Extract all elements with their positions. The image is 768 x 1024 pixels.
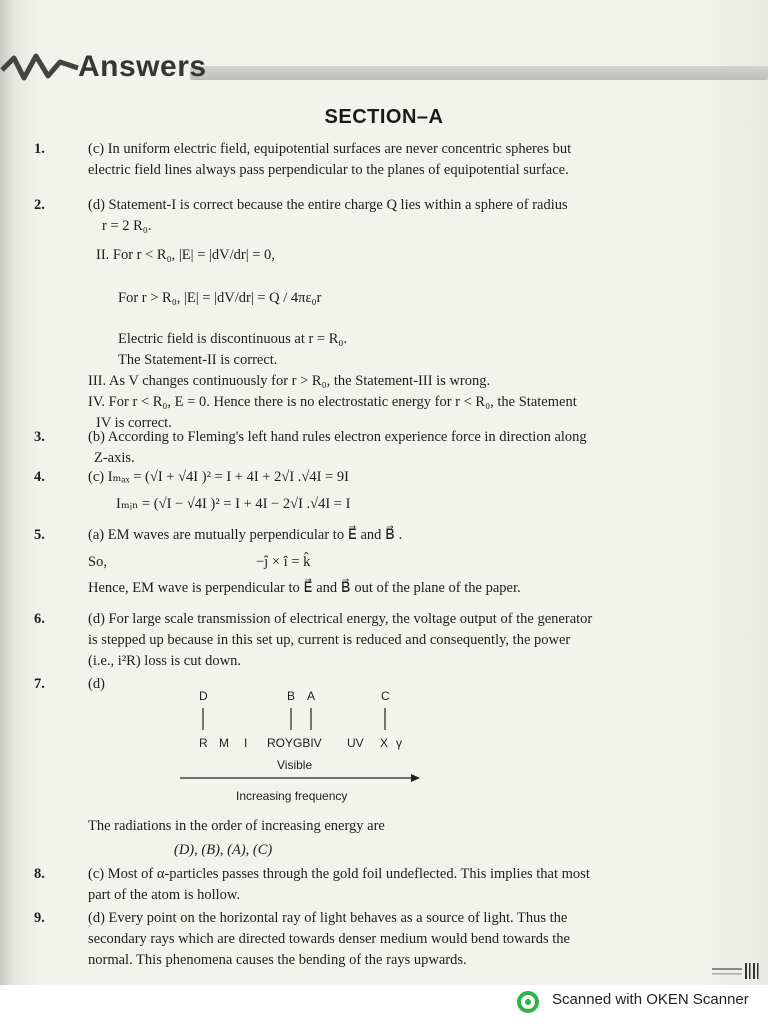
vector-equation-row xyxy=(88,546,738,576)
answer-text xyxy=(88,195,738,434)
answer-text xyxy=(88,609,738,672)
question-number: 6. xyxy=(34,611,45,627)
question-number: 5. xyxy=(34,527,45,543)
section-title: SECTION–A xyxy=(324,106,444,128)
answer-line: normal. This phenomena causes the bending of the rays upwards. xyxy=(88,952,467,968)
answer-line: IV is correct. xyxy=(96,415,172,431)
answer-line: Z-axis. xyxy=(94,450,135,466)
formula-line: For r > R₀, |E| = |dV/dr| = Q / 4πε₀r xyxy=(118,290,322,306)
formula-line: (c) Iₘₐₓ = (√I + √4I )² = I + 4I + 2√I .√4I = 9I xyxy=(88,469,349,485)
oken-scanner-logo-icon xyxy=(516,990,540,1014)
equation-prefix: So, xyxy=(88,554,107,570)
answer-text xyxy=(88,864,738,906)
answer-line: (b) According to Fleming's left hand rules electron experience force in direction along xyxy=(88,429,587,445)
question-number: 9. xyxy=(34,910,45,926)
band-microwave: M xyxy=(219,736,229,750)
spectrum-label-b: B xyxy=(287,689,296,703)
answer-text xyxy=(88,525,738,599)
band-gamma: γ xyxy=(396,736,402,750)
question-number: 1. xyxy=(34,141,45,157)
band-xray: X xyxy=(380,736,389,750)
question-number: 3. xyxy=(34,429,45,445)
answer-line: (d) Statement-I is correct because the entire charge Q lies within a sphere of radius xyxy=(88,197,568,213)
band-visible-colors: ROYGBIV xyxy=(267,736,322,750)
answer-line: (d) For large scale transmission of electrical energy, the voltage output of the generator xyxy=(88,611,593,627)
answer-line: The Statement-II is correct. xyxy=(118,352,278,368)
vector-equation: −ĵ × î = k̂ xyxy=(256,554,311,570)
answer-text xyxy=(88,427,738,469)
answer-text xyxy=(88,816,738,861)
answer-text xyxy=(88,139,738,181)
question-number: 8. xyxy=(34,866,45,882)
answer-option: (d) xyxy=(88,676,105,692)
answer-line: electric field lines always pass perpendicular to the planes of equipotential surface. xyxy=(88,162,569,178)
question-number: 2. xyxy=(34,197,45,213)
band-uv: UV xyxy=(347,736,364,750)
scanner-watermark-text: Scanned with OKEN Scanner xyxy=(552,991,749,1008)
answer-order: (D), (B), (A), (C) xyxy=(174,842,273,858)
band-infrared: I xyxy=(244,736,248,750)
question-number: 7. xyxy=(34,676,45,692)
barcode-stamp-icon xyxy=(712,962,760,980)
answer-line: Electric field is discontinuous at r = R₀. xyxy=(118,331,348,347)
frequency-label: Increasing frequency xyxy=(236,789,348,803)
answer-line: (c) Most of α-particles passes through the gold foil undeflected. This implies that most xyxy=(88,866,590,882)
zigzag-logo-icon xyxy=(0,48,80,88)
answer-line: r = 2 R₀. xyxy=(102,218,152,234)
arrow-head-icon xyxy=(411,774,420,782)
page-title: Answers xyxy=(78,50,207,83)
answer-text xyxy=(88,908,738,971)
formula-line: Iₘᵢₙ = (√I − √4I )² = I + 4I − 2√I .√4I = I xyxy=(116,496,351,512)
spectrum-label-c: C xyxy=(381,689,390,703)
answer-line: (a) EM waves are mutually perpendicular to E⃗ and B⃗ . xyxy=(88,527,403,543)
answer-line: (d) Every point on the horizontal ray of light behaves as a source of light. Thus the xyxy=(88,910,568,926)
visible-label: Visible xyxy=(277,758,313,772)
question-number: 4. xyxy=(34,469,45,485)
answer-text xyxy=(88,467,738,515)
answer-line: III. As V changes continuously for r > R₀, the Statement-III is wrong. xyxy=(88,373,491,389)
em-spectrum-diagram xyxy=(170,684,430,810)
answer-line: Hence, EM wave is perpendicular to E⃗ and B⃗ out of the plane of the paper. xyxy=(88,580,521,596)
spectrum-label-a: A xyxy=(307,689,316,703)
formula-line: II. For r < R₀, |E| = |dV/dr| = 0, xyxy=(96,247,275,263)
answer-line: secondary rays which are directed towards denser medium would bend towards the xyxy=(88,931,570,947)
answer-line: is stepped up because in this set up, current is reduced and consequently, the power xyxy=(88,632,571,648)
header-rule xyxy=(190,66,768,80)
answer-line: IV. For r < R₀, E = 0. Hence there is no electrostatic energy for r < R₀, the Statement xyxy=(88,394,577,410)
answer-line: (c) In uniform electric field, equipotential surfaces are never concentric spheres but xyxy=(88,141,572,157)
band-radio: R xyxy=(199,736,208,750)
spectrum-label-d: D xyxy=(199,689,208,703)
answer-line: The radiations in the order of increasing energy are xyxy=(88,818,385,834)
answer-line: (i.e., i²R) loss is cut down. xyxy=(88,653,241,669)
answer-line: part of the atom is hollow. xyxy=(88,887,241,903)
